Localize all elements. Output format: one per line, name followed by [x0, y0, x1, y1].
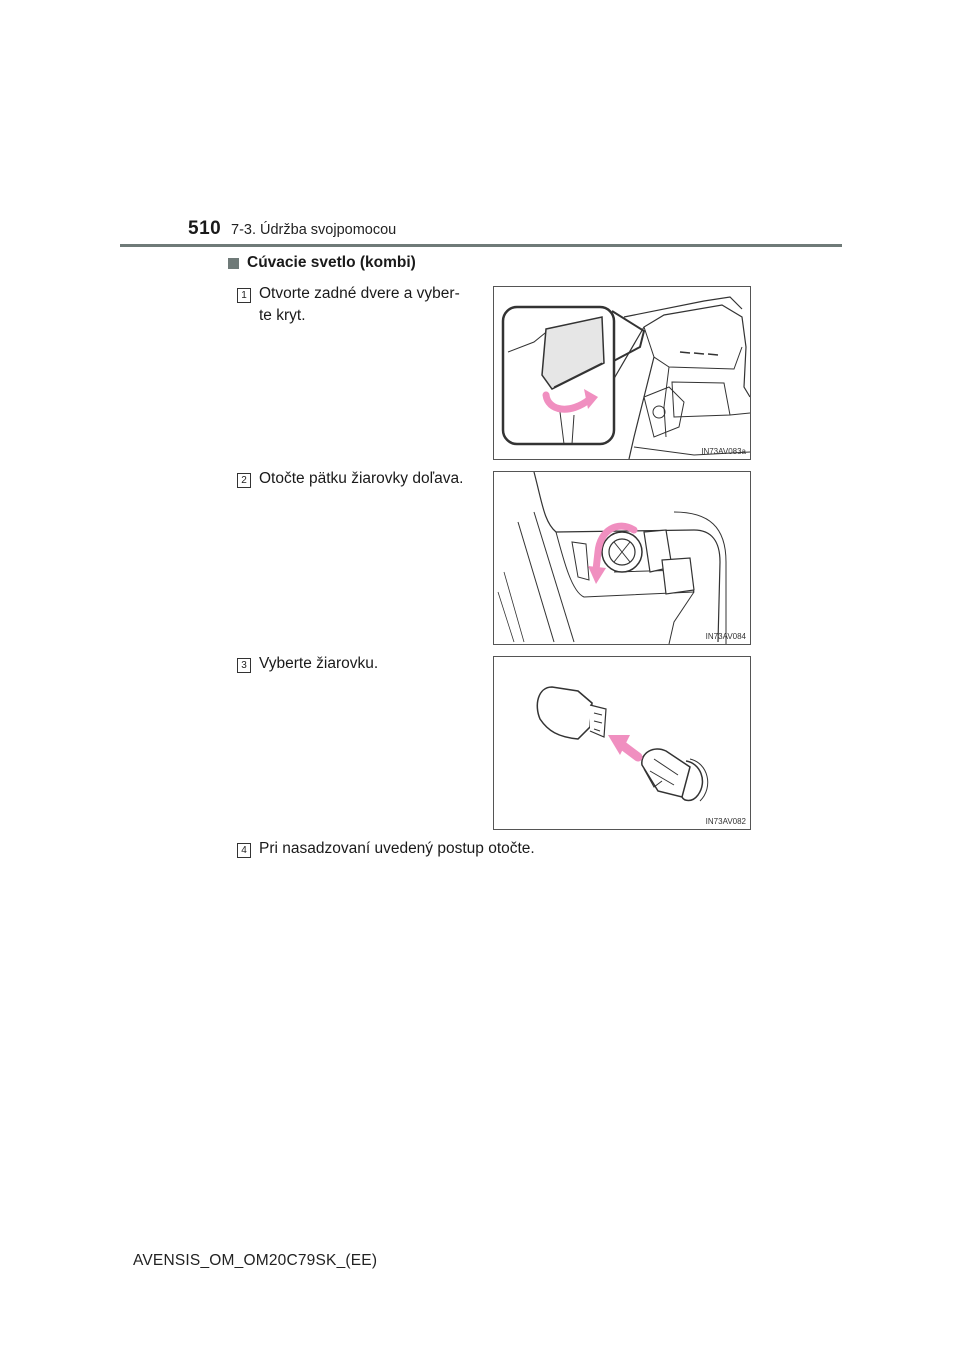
- square-bullet-icon: [228, 258, 239, 269]
- subheading-text: Cúvacie svetlo (kombi): [247, 254, 416, 271]
- figure-1-code: IN73AV083a: [701, 447, 746, 456]
- figure-2: [493, 471, 751, 645]
- step-text-4: Pri nasadzovaní uvedený postup otočte.: [259, 840, 535, 857]
- figure-3-illustration: [494, 657, 750, 829]
- step-badge-4: 4: [237, 843, 251, 858]
- step-text-1: [259, 283, 460, 327]
- step-text-1-line1: Otvorte zadné dvere a vyber-: [259, 285, 460, 302]
- step-badge-2: 2: [237, 473, 251, 488]
- page-number: 510: [188, 218, 222, 239]
- step-text-2: Otočte pätku žiarovky doľava.: [259, 470, 464, 487]
- step-text-3: Vyberte žiarovku.: [259, 655, 379, 672]
- figure-2-code: IN73AV084: [705, 632, 746, 641]
- header-rule: [120, 244, 842, 247]
- figure-3: [493, 656, 751, 830]
- step-text-1-line2: te kryt.: [259, 307, 306, 324]
- subheading: [228, 254, 416, 272]
- step-badge-1: 1: [237, 288, 251, 303]
- footer-doc-code: AVENSIS_OM_OM20C79SK_(EE): [133, 1252, 378, 1269]
- figure-1-illustration: [494, 287, 750, 459]
- figure-3-code: IN73AV082: [705, 817, 746, 826]
- step-badge-3: 3: [237, 658, 251, 673]
- figure-1: [493, 286, 751, 460]
- section-title: 7-3. Údržba svojpomocou: [231, 222, 397, 238]
- figure-2-illustration: [494, 472, 750, 644]
